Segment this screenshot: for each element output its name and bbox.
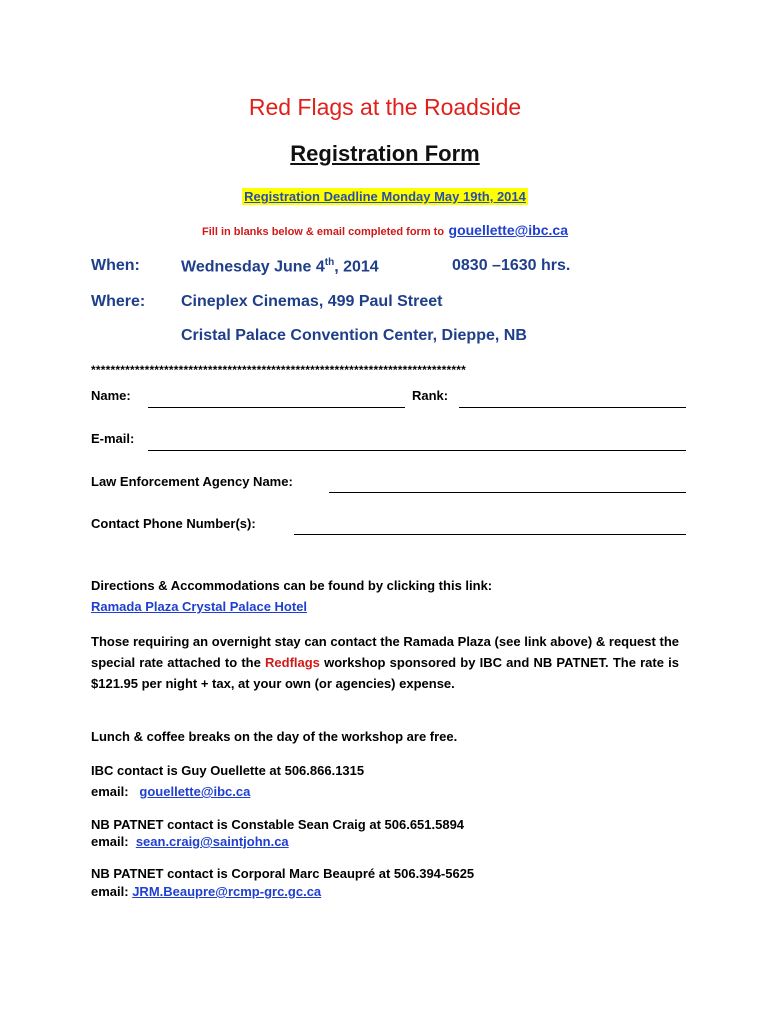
overnight-text-end: workshop sponsored by IBC and NB PATNET. The rate is $121.95 per night + tax, at your own (or agencies) expense. [91,655,679,691]
when-label: When: [91,257,140,274]
event-date [181,257,379,276]
deadline-row [0,188,770,206]
directions-text: Directions & Accommodations can be found by clicking this link: [91,578,493,593]
rank-field[interactable] [459,407,686,408]
redflags-highlight: Redflags [265,655,320,670]
phone-label: Contact Phone Number(s): [91,516,256,531]
form-heading: Registration Form [290,141,480,166]
email-label: E-mail: [91,431,135,446]
name-label: Name: [91,388,131,403]
contact-craig-email-link[interactable]: sean.craig@saintjohn.ca [135,834,289,849]
contact-patnet-craig: NB PATNET contact is Constable Sean Craig at 506.651.5894 [91,817,465,832]
venue-line-1: Cineplex Cinemas, 499 Paul Street [181,293,443,310]
phone-field[interactable] [294,534,686,535]
contact-beaupre-email-link[interactable]: JRM.Beaupre@rcmp-grc.gc.ca [132,884,322,899]
lunch-note: Lunch & coffee breaks on the day of the workshop are free. [91,729,458,744]
overnight-text-start: Those requiring an overnight stay can contact the Ramada Plaza (see link above) & request the special rate attached to the [91,634,679,670]
document-title: Red Flags at the Roadside [248,94,522,120]
separator-line: ***************************************************************************** [91,363,466,377]
email-label: email: [91,784,129,799]
agency-label: Law Enforcement Agency Name: [91,474,293,489]
name-field[interactable] [148,407,405,408]
contact-beaupre-email-row [91,884,321,899]
fill-instruction: Fill in blanks below & email completed form to [202,226,445,238]
rank-label: Rank: [412,388,449,403]
event-date-year: , 2014 [334,258,379,276]
email-label: email: [91,834,129,849]
fill-instruction-row [0,222,770,240]
contact-ibc: IBC contact is Guy Ouellette at 506.866.1315 [91,763,365,778]
overnight-paragraph [91,631,679,694]
email-field[interactable] [148,450,686,451]
event-time: 0830 –1630 hrs. [452,257,571,274]
contact-craig-email-row [91,834,289,849]
where-label: Where: [91,293,146,310]
submission-email-link[interactable]: gouellette@ibc.ca [448,222,568,238]
event-date-suffix: th [324,257,335,268]
venue-line-2: Cristal Palace Convention Center, Dieppe, NB [181,327,527,344]
agency-field[interactable] [329,492,686,493]
email-label: email: [91,884,129,899]
contact-ibc-email-link[interactable]: gouellette@ibc.ca [139,784,251,799]
registration-deadline: Registration Deadline Monday May 19th, 2014 [244,189,526,204]
event-date-main: Wednesday June 4 [181,258,325,276]
contact-ibc-email-row [91,784,250,799]
contact-patnet-beaupre: NB PATNET contact is Corporal Marc Beaupré at 506.394-5625 [91,866,475,881]
hotel-link[interactable]: Ramada Plaza Crystal Palace Hotel [91,599,308,614]
